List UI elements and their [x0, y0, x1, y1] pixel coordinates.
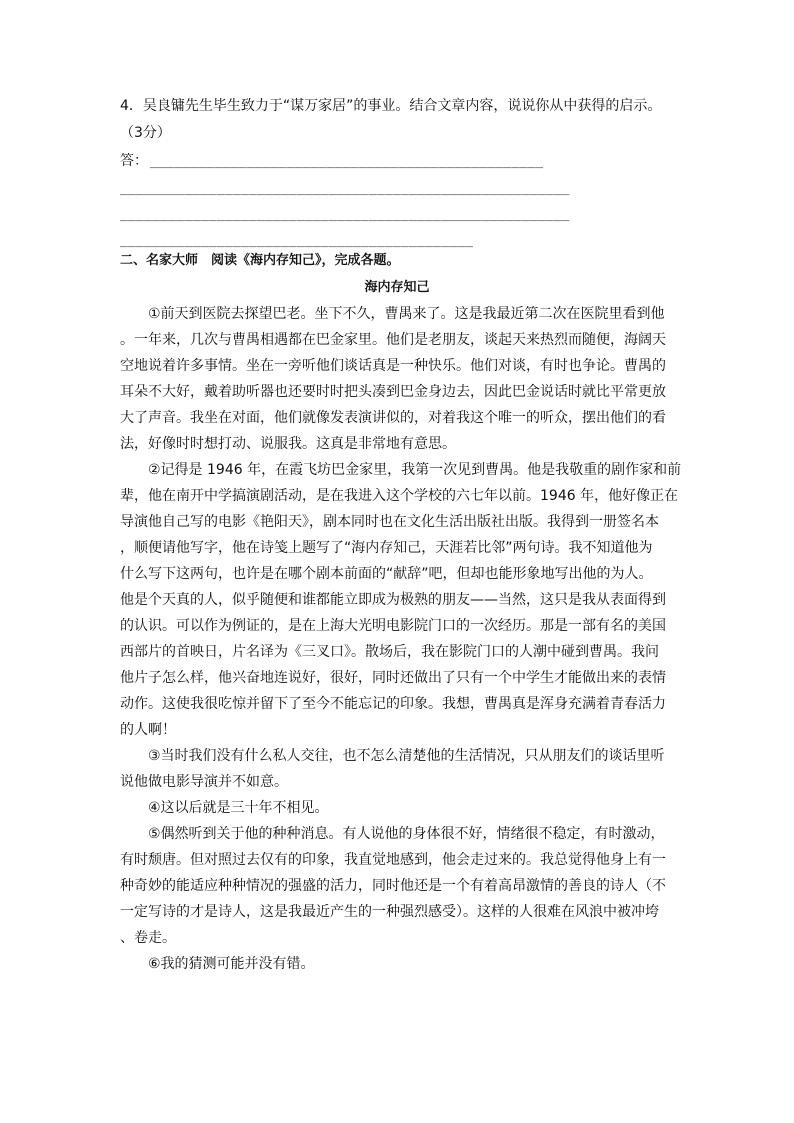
article-line: ⑥我的猜测可能并没有错。: [148, 956, 315, 972]
article-line: 导演他自己写的电影《艳阳天》，剧本同时也在文化生活出版社出版。我得到一册签名本: [120, 514, 659, 530]
article-line: ③当时我们没有什么私人交往，也不怎么清楚他的生活情况，只从朋友们的谈话里听: [148, 748, 665, 764]
answer-label: 答：: [120, 153, 148, 169]
article-title: 海内存知己: [364, 280, 430, 295]
article-line: 种奇妙的能适应种种情况的强盛的活力，同时他还是一个有着高昂激情的善良的诗人（不: [120, 878, 666, 894]
article-line: ④这以后就是三十年不相见。: [148, 800, 329, 816]
article-line: 大了声音。我坐在对面，他们就像发表演讲似的，对着我这个唯一的听众，摆出他们的看: [120, 410, 666, 426]
article-line: 他是个天真的人，似乎随便和谁都能立即成为极熟的朋友——当然，这只是我从表面得到: [120, 592, 666, 608]
article-line: 有时颓唐。但对照过去仅有的印象，我直觉地感到，他会走过来的。我总觉得他身上有一: [120, 852, 666, 868]
answer-line-2: ________________________________________________________: [120, 181, 570, 196]
article-line: 动作。这使我很吃惊并留下了至今不能忘记的印象。我想，曹禺真是浑身充满着青春活力: [120, 696, 666, 712]
article-line: 辈，他在南开中学搞演剧活动，是在我进入这个学校的六七年以前。1946 年，他好像正在: [120, 488, 679, 504]
answer-line-3: ________________________________________________________: [120, 207, 570, 222]
article-line: 耳朵不大好，戴着助听器也还要时时把头凑到巴金身边去，因此巴金说话时就比平常更放: [120, 384, 666, 400]
article-line: ①前天到医院去探望巴老。坐下不久，曹禺来了。这是我最近第二次在医院里看到他: [148, 306, 665, 322]
question-4-score: （3分）: [120, 125, 171, 141]
answer-line-1: _________________________________________________: [150, 154, 544, 169]
section-2-heading: 二、名家大师 阅读《海内存知己》，完成各题。: [120, 253, 400, 268]
article-line: 、卷走。: [120, 930, 176, 946]
article-line: 什么写下这两句，也许是在哪个剧本前面的“献辞”吧，但却也能形象地写出他的为人。: [120, 566, 653, 582]
article-line: 的人啊！: [120, 722, 176, 738]
article-line: 说他做电影导演并不如意。: [120, 774, 288, 790]
question-4-text: 4．吴良镛先生毕生致力于“谋万家居”的事业。结合文章内容，说说你从中获得的启示。: [120, 98, 662, 114]
answer-line-4: ____________________________________________: [120, 233, 474, 248]
article-line: 空地说着许多事情。坐在一旁听他们谈话真是一种快乐。他们对谈，有时也争论。曹禺的: [120, 358, 666, 374]
article-line: 。一年来，几次与曹禺相遇都在巴金家里。他们是老朋友，谈起天来热烈而随便，海阔天: [120, 332, 666, 348]
article-line: ，顺便请他写字，他在诗笺上题写了“海内存知己，天涯若比邻”两句诗。我不知道他为: [120, 540, 653, 556]
article-line: 他片子怎么样，他兴奋地连说好，很好，同时还做出了只有一个中学生才能做出来的表情: [120, 670, 666, 686]
article-line: 的认识。可以作为例证的，是在上海大光明电影院门口的一次经历。那是一部有名的美国: [120, 618, 666, 634]
article-line: 法，好像时时想打动、说服我。这真是非常地有意思。: [120, 436, 456, 452]
article-line: 一定写诗的才是诗人，这是我最近产生的一种强烈感受）。这样的人很难在风浪中被冲垮: [120, 904, 659, 920]
article-line: 西部片的首映日，片名译为《三叉口》。散场后，我在影院门口的人潮中碰到曹禺。我问: [120, 644, 659, 660]
article-line: ②记得是 1946 年，在霞飞坊巴金家里，我第一次见到曹禺。他是我敬重的剧作家和前: [148, 462, 682, 478]
article-line: ⑤偶然听到关于他的种种消息。有人说他的身体很不好，情绪很不稳定，有时激动，: [148, 826, 665, 842]
